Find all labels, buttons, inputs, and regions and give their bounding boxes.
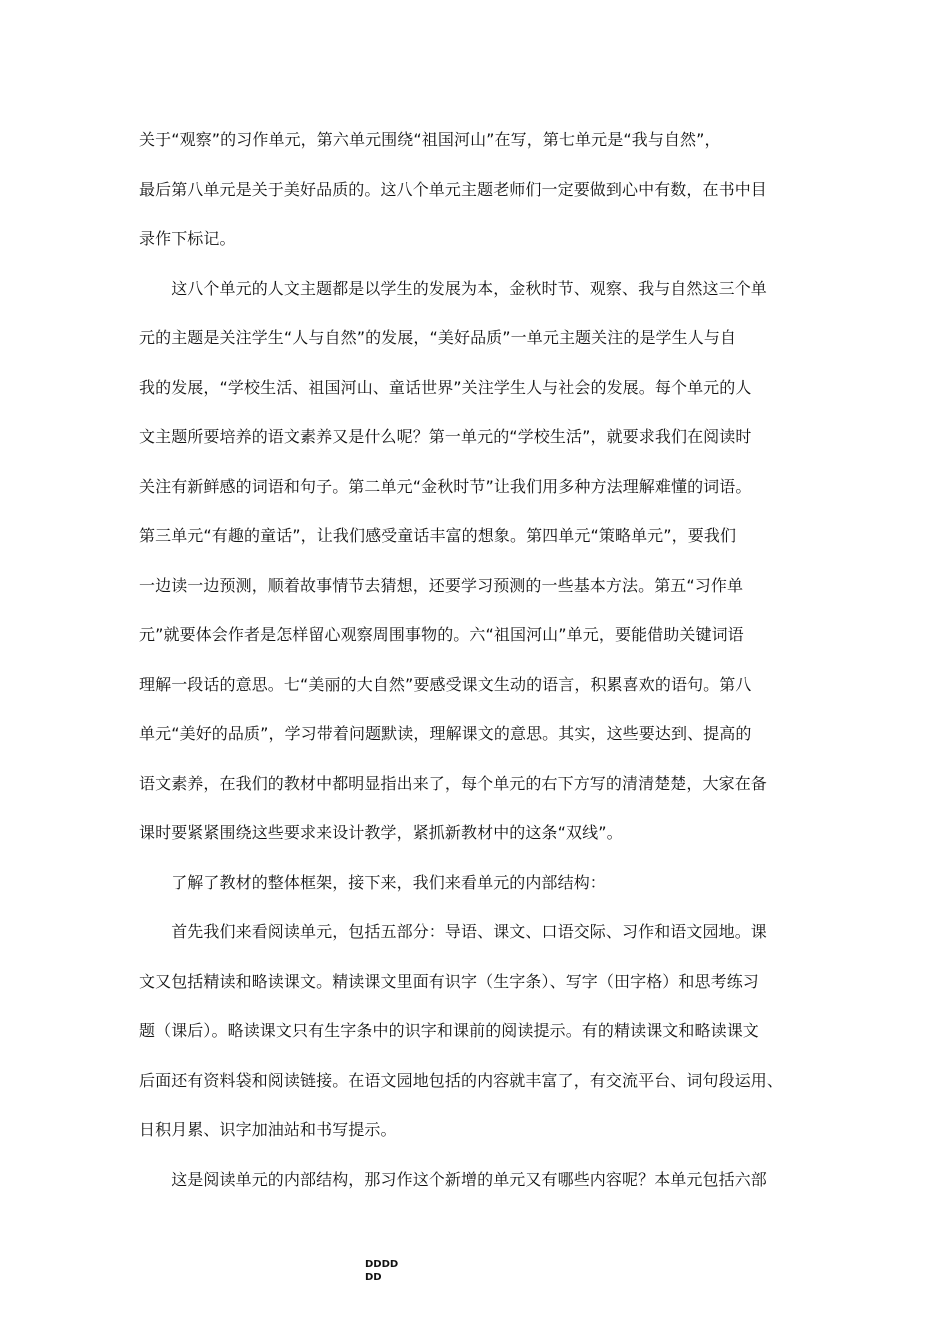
text-line: 题（课后）。略读课文只有生字条中的识字和课前的阅读提示。有的精读课文和略读课文 [139, 1021, 759, 1040]
text-line: 这是阅读单元的内部结构，那习作这个新增的单元又有哪些内容呢？本单元包括六部 [139, 1169, 767, 1189]
text-line: 最后第八单元是关于美好品质的。这八个单元主题老师们一定要做到心中有数，在书中目 [139, 179, 767, 199]
footer-line-1: DDDD [365, 1259, 399, 1270]
footer-line-2: DD [365, 1272, 382, 1283]
text-line: 元”就要体会作者是怎样留心观察周围事物的。六“祖国河山”单元，要能借助关键词语 [139, 625, 744, 644]
text-line: 文又包括精读和略读课文。精读课文里面有识字（生字条）、写字（田字格）和思考练习 [139, 971, 759, 991]
text-line: 了解了教材的整体框架，接下来，我们来看单元的内部结构： [139, 872, 606, 892]
text-line: 文主题所要培养的语文素养又是什么呢？第一单元的“学校生活”，就要求我们在阅读时 [139, 427, 752, 446]
document-body [139, 115, 819, 1204]
text-line: 元的主题是关注学生“人与自然”的发展，“美好品质”一单元主题关注的是学生人与自 [139, 328, 737, 347]
text-line: 第三单元“有趣的童话”，让我们感受童话丰富的想象。第四单元“策略单元”，要我们 [139, 526, 737, 545]
text-line: 一边读一边预测，顺着故事情节去猜想，还要学习预测的一些基本方法。第五“习作单 [139, 575, 744, 595]
text-line: 单元“美好的品质”，学习带着问题默读，理解课文的意思。其实，这些要达到、提高的 [139, 724, 752, 743]
text-line: 我的发展，“学校生活、祖国河山、童话世界”关注学生人与社会的发展。每个单元的人 [139, 377, 752, 397]
text-line: 关于“观察”的习作单元，第六单元围绕“祖国河山”在写，第七单元是“我与自然”， [139, 130, 721, 149]
text-line: 关注有新鲜感的词语和句子。第二单元“金秋时节”让我们用多种方法理解难懂的词语。 [139, 476, 752, 496]
text-line: 这八个单元的人文主题都是以学生的发展为本，金秋时节、观察、我与自然这三个单 [139, 278, 767, 298]
text-line: 录作下标记。 [139, 229, 236, 248]
text-line: 日积月累、识字加油站和书写提示。 [139, 1120, 397, 1139]
page-footer [365, 1258, 398, 1284]
text-line: 语文素养，在我们的教材中都明显指出来了，每个单元的右下方写的清清楚楚，大家在备 [139, 773, 767, 793]
text-line: 课时要紧紧围绕这些要求来设计教学，紧抓新教材中的这条“双线”。 [139, 823, 623, 842]
text-line: 后面还有资料袋和阅读链接。在语文园地包括的内容就丰富了，有交流平台、词句段运用、 [139, 1070, 784, 1090]
text-line: 理解一段话的意思。七“美丽的大自然”要感受课文生动的语言，积累喜欢的语句。第八 [139, 674, 752, 694]
text-line: 首先我们来看阅读单元，包括五部分：导语、课文、口语交际、习作和语文园地。课 [139, 922, 767, 941]
